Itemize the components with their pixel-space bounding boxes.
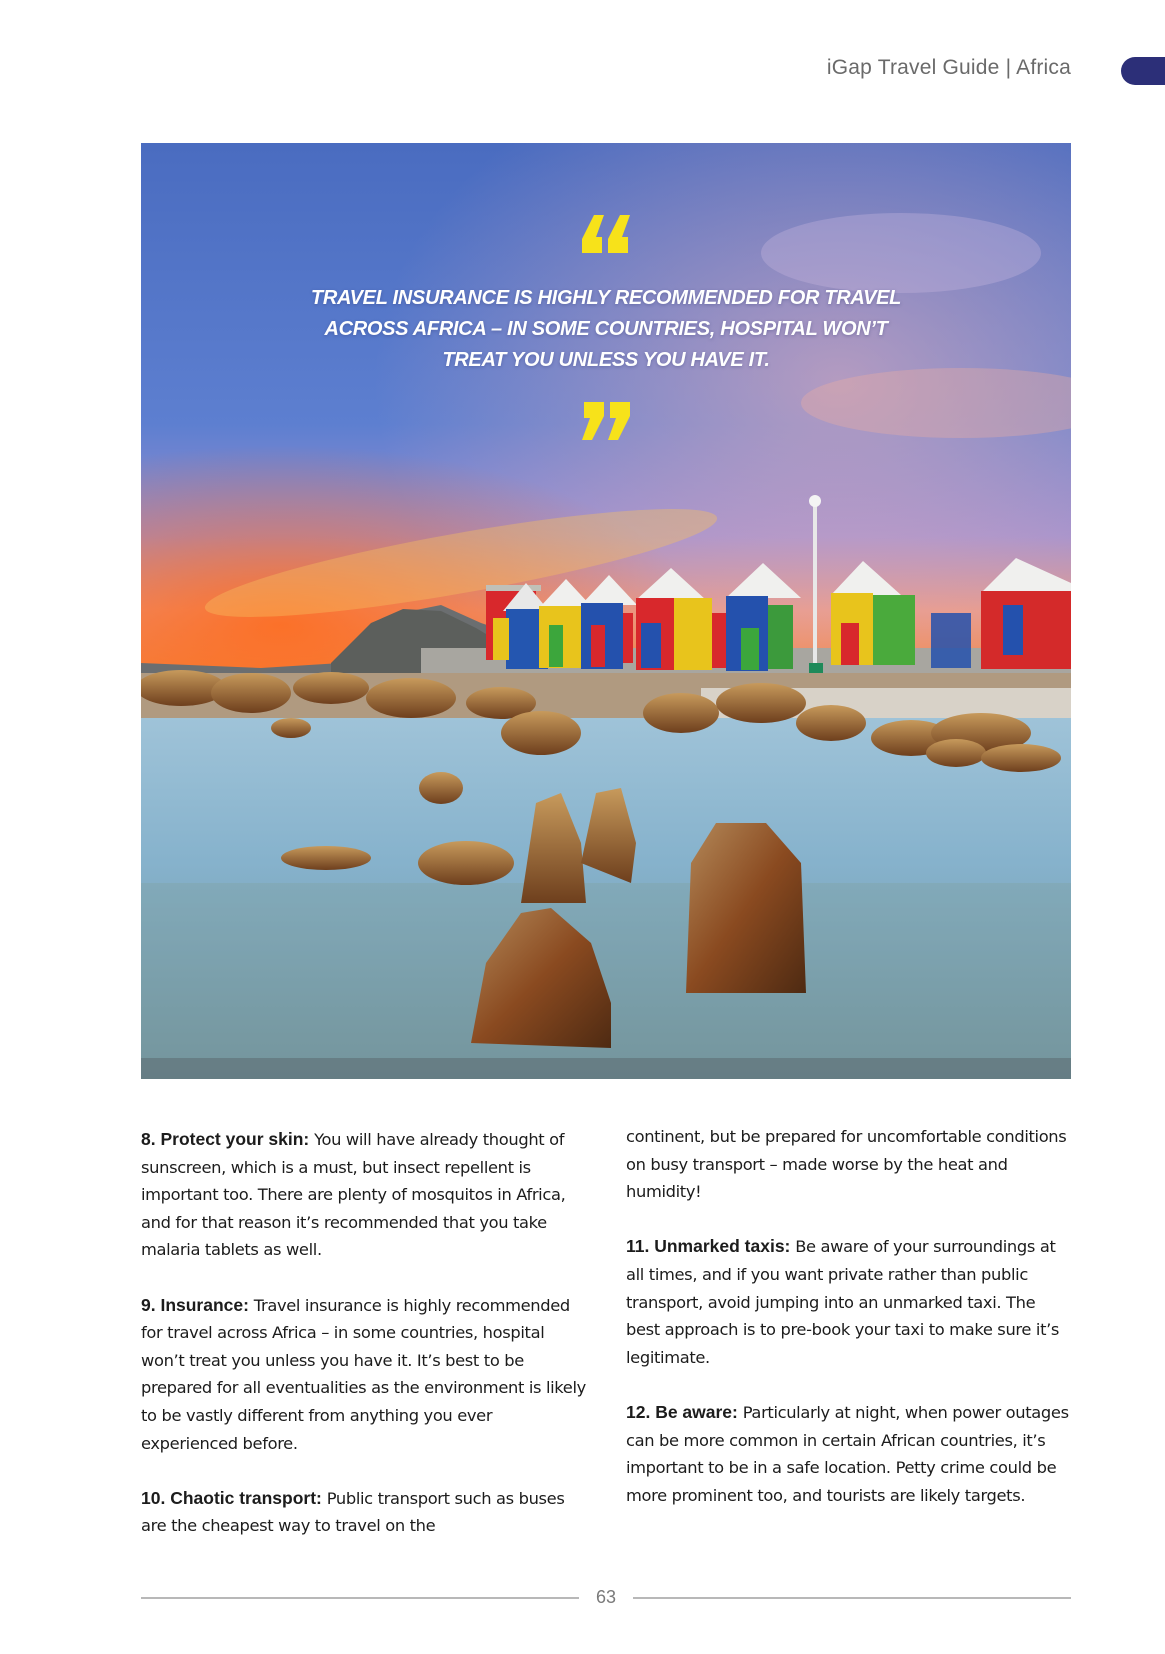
tip-heading: 9. Insurance: bbox=[141, 1294, 249, 1315]
tip-body: Travel insurance is highly recommended for travel across Africa – in some countries, hospital won’t treat you unless you have it. It’s best to be prepared for all eventualities as the environment is likely to be vastly different from anything you ever experienced before. bbox=[141, 1295, 586, 1453]
tip-9 bbox=[141, 1292, 586, 1458]
tip-heading: 11. Unmarked taxis: bbox=[626, 1236, 791, 1257]
tip-10-continued bbox=[626, 1123, 1071, 1206]
page-number: 63 bbox=[595, 1587, 617, 1607]
close-quote-icon bbox=[582, 402, 630, 440]
tip-body: continent, but be prepared for uncomfortable conditions on busy transport – made worse by the heat and humidity! bbox=[626, 1127, 1067, 1202]
section-tab-marker bbox=[1121, 57, 1165, 85]
open-quote-icon bbox=[582, 215, 630, 253]
pull-quote bbox=[141, 215, 1071, 440]
pull-quote-text: TRAVEL INSURANCE IS HIGHLY RECOMMENDED FOR TRAVEL ACROSS AFRICA – IN SOME COUNTRIES, HOSPITAL WON’T TREAT YOU UNLESS YOU HAVE IT. bbox=[310, 287, 902, 371]
tip-11 bbox=[626, 1233, 1071, 1371]
tip-body: Particularly at night, when power outages can be more common in certain African countries, it’s important to be in a safe location. Petty crime could be more prominent too, and tourists are likely targets. bbox=[626, 1402, 1069, 1505]
tip-heading: 12. Be aware: bbox=[626, 1401, 738, 1422]
tip-body: Public transport such as buses are the cheapest way to travel on the bbox=[141, 1488, 565, 1536]
hero-photo bbox=[141, 143, 1071, 1079]
running-header: iGap Travel Guide | Africa bbox=[826, 56, 1071, 79]
tip-heading: 8. Protect your skin: bbox=[141, 1129, 310, 1149]
tip-body: Be aware of your surroundings at all times, and if you want private rather than public transport, avoid jumping into an unmarked taxi. The best approach is to pre-book your taxi to make sure it’s legitimate. bbox=[626, 1237, 1060, 1367]
text-column-right bbox=[626, 1123, 1071, 1537]
tip-heading: 10. Chaotic transport: bbox=[141, 1487, 322, 1508]
tip-body: You will have already thought of sunscreen, which is a must, but insect repellent is important too. There are plenty of mosquitos in Africa, and for that reason it’s recommended that you take malaria tablets as well. bbox=[141, 1130, 566, 1260]
footer-rule-left bbox=[141, 1597, 579, 1599]
footer-rule-right bbox=[633, 1597, 1071, 1599]
tip-10 bbox=[141, 1485, 586, 1540]
tip-8 bbox=[141, 1126, 586, 1264]
text-column-left bbox=[141, 1126, 586, 1568]
tip-12 bbox=[626, 1399, 1071, 1509]
